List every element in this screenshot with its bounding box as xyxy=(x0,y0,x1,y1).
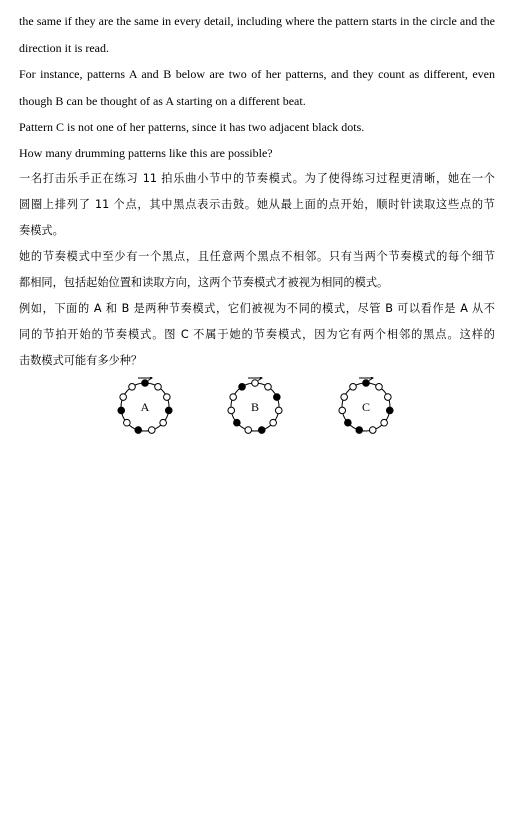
cn-line-6: 例如，下面的 A 和 B 是两种节奏模式，它们被视为不同的模式，尽管 B 可以看作是 A 从不 xyxy=(19,302,495,315)
black-dot xyxy=(165,407,172,414)
black-dot xyxy=(234,419,241,426)
en-line-5: Pattern C is not one of her patterns, since it has two adjacent black dots. xyxy=(19,120,365,134)
open-dot xyxy=(160,419,167,426)
open-dot xyxy=(120,394,127,401)
black-dot xyxy=(142,380,149,387)
en-line-1: the same if they are the same in every detail, including where the pattern starts in the circle and the xyxy=(19,14,495,28)
open-dot xyxy=(376,384,383,391)
open-dot xyxy=(270,419,277,426)
pattern-circle-c xyxy=(339,377,393,433)
pattern-label: A xyxy=(140,400,150,414)
pattern-figures xyxy=(110,377,410,441)
black-dot xyxy=(363,380,370,387)
open-dot xyxy=(339,407,346,414)
black-dot xyxy=(135,427,142,434)
open-dot xyxy=(265,384,272,391)
open-dot xyxy=(245,427,252,434)
open-dot xyxy=(124,419,131,426)
cn-line-2: 圆圈上排列了 11 个点，其中黑点表示击鼓。她从最上面的点开始，顺时针读取这些点的节 xyxy=(19,198,495,211)
open-dot xyxy=(385,394,392,401)
black-dot xyxy=(356,427,363,434)
open-dot xyxy=(381,419,388,426)
black-dot xyxy=(118,407,125,414)
pattern-label: B xyxy=(250,400,260,414)
cn-line-5: 都相同，包括起始位置和读取方向，这两个节奏模式才被视为相同的模式。 xyxy=(19,276,389,289)
black-dot xyxy=(274,394,281,401)
open-dot xyxy=(341,394,348,401)
en-line-6: How many drumming patterns like this are possible? xyxy=(19,146,273,160)
pattern-circle-b xyxy=(228,377,282,433)
black-dot xyxy=(258,427,265,434)
open-dot xyxy=(350,384,357,391)
en-line-4: though B can be thought of as A starting on a different beat. xyxy=(19,94,306,108)
cn-line-4: 她的节奏模式中至少有一个黑点，且任意两个黑点不相邻。只有当两个节奏模式的每个细节 xyxy=(19,250,495,263)
open-dot xyxy=(155,384,162,391)
open-dot xyxy=(252,380,259,387)
open-dot xyxy=(164,394,171,401)
open-dot xyxy=(129,384,136,391)
black-dot xyxy=(239,384,246,391)
cn-line-3: 奏模式。 xyxy=(19,224,64,237)
open-dot xyxy=(148,427,155,434)
cn-line-1: 一名打击乐手正在练习 11 拍乐曲小节中的节奏模式。为了使得练习过程更清晰，她在一个 xyxy=(19,172,495,185)
open-dot xyxy=(230,394,237,401)
cn-line-8: 击数模式可能有多少种？ xyxy=(19,354,143,367)
en-line-3: For instance, patterns A and B below are two of her patterns, and they count as different, even xyxy=(19,67,495,81)
pattern-label: C xyxy=(361,400,371,414)
open-dot xyxy=(275,407,282,414)
black-dot xyxy=(345,419,352,426)
cn-line-7: 同的节拍开始的节奏模式。图 C 不属于她的节奏模式，因为它有两个相邻的黑点。这样的 xyxy=(19,328,495,341)
pattern-circle-a xyxy=(118,377,172,433)
open-dot xyxy=(228,407,235,414)
open-dot xyxy=(369,427,376,434)
black-dot xyxy=(386,407,393,414)
en-line-2: direction it is read. xyxy=(19,41,109,55)
